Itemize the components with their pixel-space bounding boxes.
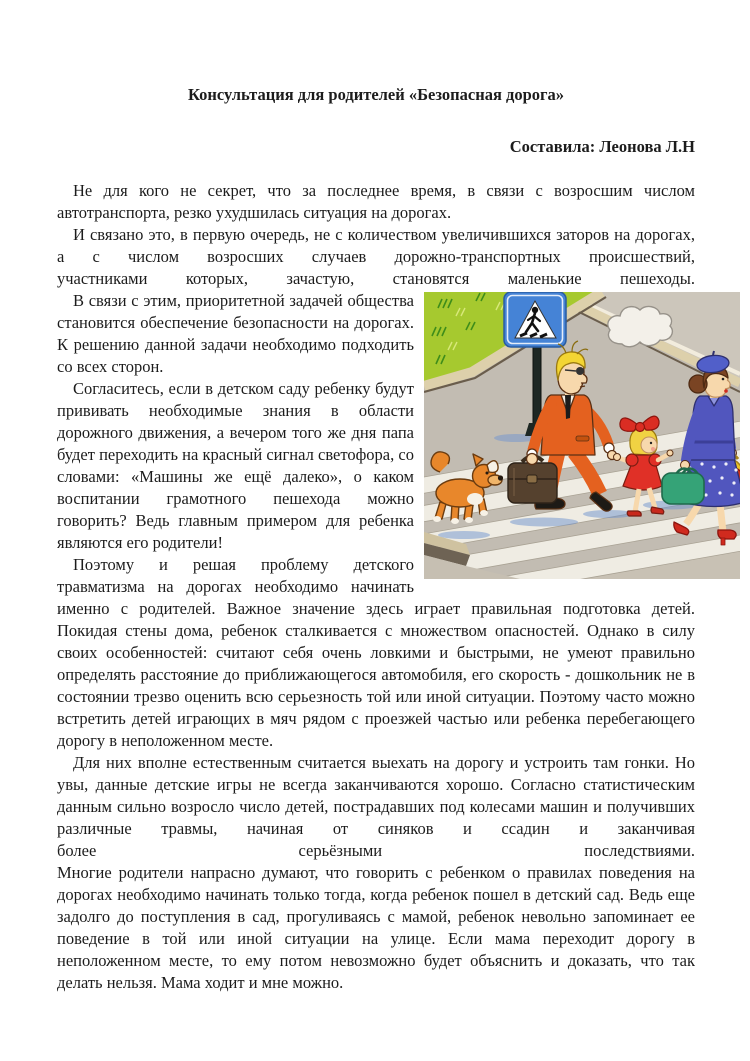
- byline: Составила: Леонова Л.Н: [509, 137, 695, 156]
- paragraph-5: Поэтому и решая проблему детского травматизма на дорогах необходимо начинать именно с родителей. Важное значение здесь играет правильная подготовка детей. Покидая стены дома, ребенок сталкивается с множеством опасностей. Однако в силу своих особенностей: считают себя очень ловкими и быстрыми, не умеют правильно определять расстояние до приближающегося автомобиля, его скорость - дошкольник не в состоянии трезво оценить всю серьезность той или иной ситуации. Поэтому часто можно встретить детей играющих в мяч рядом с проезжей частью или ребенка перебегающего дорогу в неположенном месте.: [57, 555, 695, 750]
- paragraph-2: И связано это, в первую очередь, не с количеством увеличившихся заторов на дорогах, а с числом возросших случаев дорожно-транспортных происшествий,: [57, 225, 695, 266]
- green-bag: [662, 469, 704, 505]
- paragraph-2-continued: участниками которых, зачастую, становятся маленькие пешеходы.: [57, 269, 695, 288]
- paragraph-7: Многие родители напрасно думают, что говорить с ребенком о правилах поведения на дорогах необходимо начинать только тогда, когда ребенок пошел в детский сад. Ведь еще задолго до поступления в сад, прогуливаясь с мамой, ребенок невольно запоминает ее поведение в той или иной ситуации на улице. Если мама переходит дорогу в неположенном месте, то ему потом невозможно будет объяснить и доказать, что так делать нельзя. Мама ходит и мне можно.: [57, 863, 695, 992]
- paragraph-3: В связи с этим, приоритетной задачей общества становится обеспечение безопасности на дорогах. К решению данной задачи необходимо подходить со всех сторон.: [57, 291, 414, 376]
- crosswalk-illustration: [424, 292, 740, 579]
- paragraph-4: Согласитесь, если в детском саду ребенку будут прививать необходимые знания в области дорожного движения, а вечером того же дня папа будет переходить на красный сигнал светофора, со словами: «Машины же ещё далеко», о каком воспитании грамотного пешехода можно говорить? Ведь главным примером для ребенка являются его родители!: [57, 379, 414, 552]
- paragraph-1: Не для кого не секрет, что за последнее время, в связи с возросшим числом автотранспорта, резко ухудшилась ситуация на дорогах.: [57, 181, 695, 222]
- page-title: Консультация для родителей «Безопасная дорога»: [187, 85, 565, 104]
- paragraph-6: Для них вполне естественным считается выехать на дорогу и устроить там гонки. Но увы, данные детские игры не всегда заканчиваются хорошо. Согласно статистическим данным сильно возросло число детей, пострадавших под колесами машин и получивших различные травмы, начиная от синяков и ссадин и заканчивая: [57, 753, 695, 838]
- paragraph-6-continued: более серьёзными последствиями.: [57, 841, 695, 860]
- document-content: [57, 84, 695, 994]
- crosswalk-illustration-svg: [424, 292, 740, 579]
